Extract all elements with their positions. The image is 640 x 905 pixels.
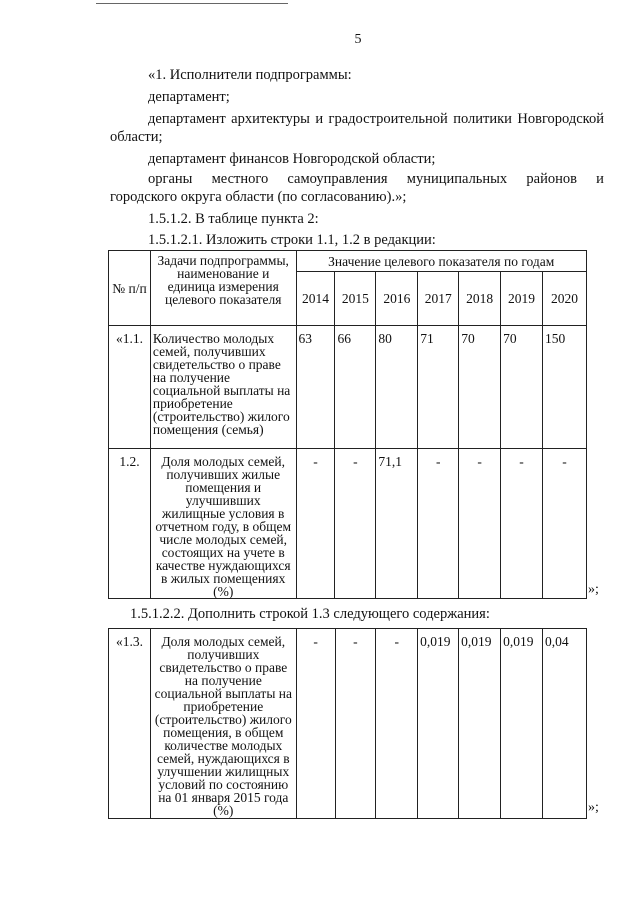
table-row	[109, 629, 587, 819]
value-cell: 71,1	[376, 449, 418, 599]
table2-closing: »;	[588, 800, 599, 815]
word: муниципальных	[406, 171, 508, 187]
value-cell: -	[335, 449, 376, 599]
value-cell: -	[543, 449, 587, 599]
header-year: 2015	[335, 272, 376, 326]
value-cell: -	[296, 449, 335, 599]
value-cell: -	[296, 629, 335, 819]
paragraph-architecture	[148, 110, 604, 128]
header-year: 2014	[296, 272, 335, 326]
value-cell: 71	[418, 326, 459, 449]
row-number: 1.2.	[109, 449, 151, 599]
paragraph-local-gov-cont: городского округа области (по согласованию).»;	[110, 189, 407, 205]
header-year: 2020	[543, 272, 587, 326]
paragraph-add-row: 1.5.1.2.2. Дополнить строкой 1.3 следующего содержания:	[130, 606, 490, 622]
value-cell: -	[418, 449, 459, 599]
header-year: 2017	[418, 272, 459, 326]
paragraph-architecture-text: департамент архитектуры и градостроительной политики Новгородской	[148, 111, 604, 127]
value-cell: 70	[501, 326, 543, 449]
value-cell: 150	[543, 326, 587, 449]
value-cell: -	[501, 449, 543, 599]
word: и	[596, 171, 604, 187]
row-name: Количество молодых семей, получивших свидетельство о праве на получение социальной выплаты на приобретение (строительство) жилого помещения (семья)	[150, 326, 296, 449]
value-cell: 0,019	[459, 629, 501, 819]
table1-closing: »;	[588, 582, 599, 597]
paragraph-local-gov	[148, 170, 604, 188]
header-task: Задачи подпрограммы, наименование и единица измерения целевого показателя	[150, 251, 296, 326]
indicator-table-main	[108, 250, 587, 599]
word: органы	[148, 171, 193, 187]
value-cell: 0,04	[543, 629, 587, 819]
indicator-table-added	[108, 628, 587, 819]
value-cell: 70	[459, 326, 501, 449]
word: районов	[526, 171, 577, 187]
value-cell: 80	[376, 326, 418, 449]
row-name: Доля молодых семей, получивших свидетельство о праве на получение социальной выплаты на приобретение (строительство) жилого помещения, в общем количестве молодых семей, нуждающихся в улучшении жилищных условий по состоянию на 01 января 2015 года (%)	[150, 629, 296, 819]
paragraph-department: департамент;	[148, 89, 230, 105]
header-year: 2019	[501, 272, 543, 326]
table-row	[109, 326, 587, 449]
paragraph-rows-edit: 1.5.1.2.1. Изложить строки 1.1, 1.2 в редакции:	[148, 232, 436, 248]
top-rule	[96, 3, 288, 4]
header-target-values: Значение целевого показателя по годам	[296, 251, 587, 272]
paragraph-table-item: 1.5.1.2. В таблице пункта 2:	[148, 211, 319, 227]
value-cell: 66	[335, 326, 376, 449]
row-number: «1.3.	[109, 629, 151, 819]
row-name: Доля молодых семей, получивших жилые помещения и улучшивших жилищные условия в отчетном году, в общем числе молодых семей, состоящих на учете в качестве нуждающихся в жилых помещениях (%)	[150, 449, 296, 599]
value-cell: -	[459, 449, 501, 599]
word: самоуправления	[287, 171, 388, 187]
page-number: 5	[354, 32, 362, 47]
value-cell: -	[335, 629, 376, 819]
header-year: 2016	[376, 272, 418, 326]
paragraph-finance: департамент финансов Новгородской области;	[148, 151, 436, 167]
paragraph-architecture-cont: области;	[110, 129, 163, 145]
paragraph-executors: «1. Исполнители подпрограммы:	[148, 67, 352, 83]
header-number: № п/п	[109, 251, 151, 326]
value-cell: 63	[296, 326, 335, 449]
table-row	[109, 449, 587, 599]
word: местного	[211, 171, 269, 187]
value-cell: 0,019	[501, 629, 543, 819]
value-cell: 0,019	[418, 629, 459, 819]
value-cell: -	[376, 629, 418, 819]
header-year: 2018	[459, 272, 501, 326]
row-number: «1.1.	[109, 326, 151, 449]
